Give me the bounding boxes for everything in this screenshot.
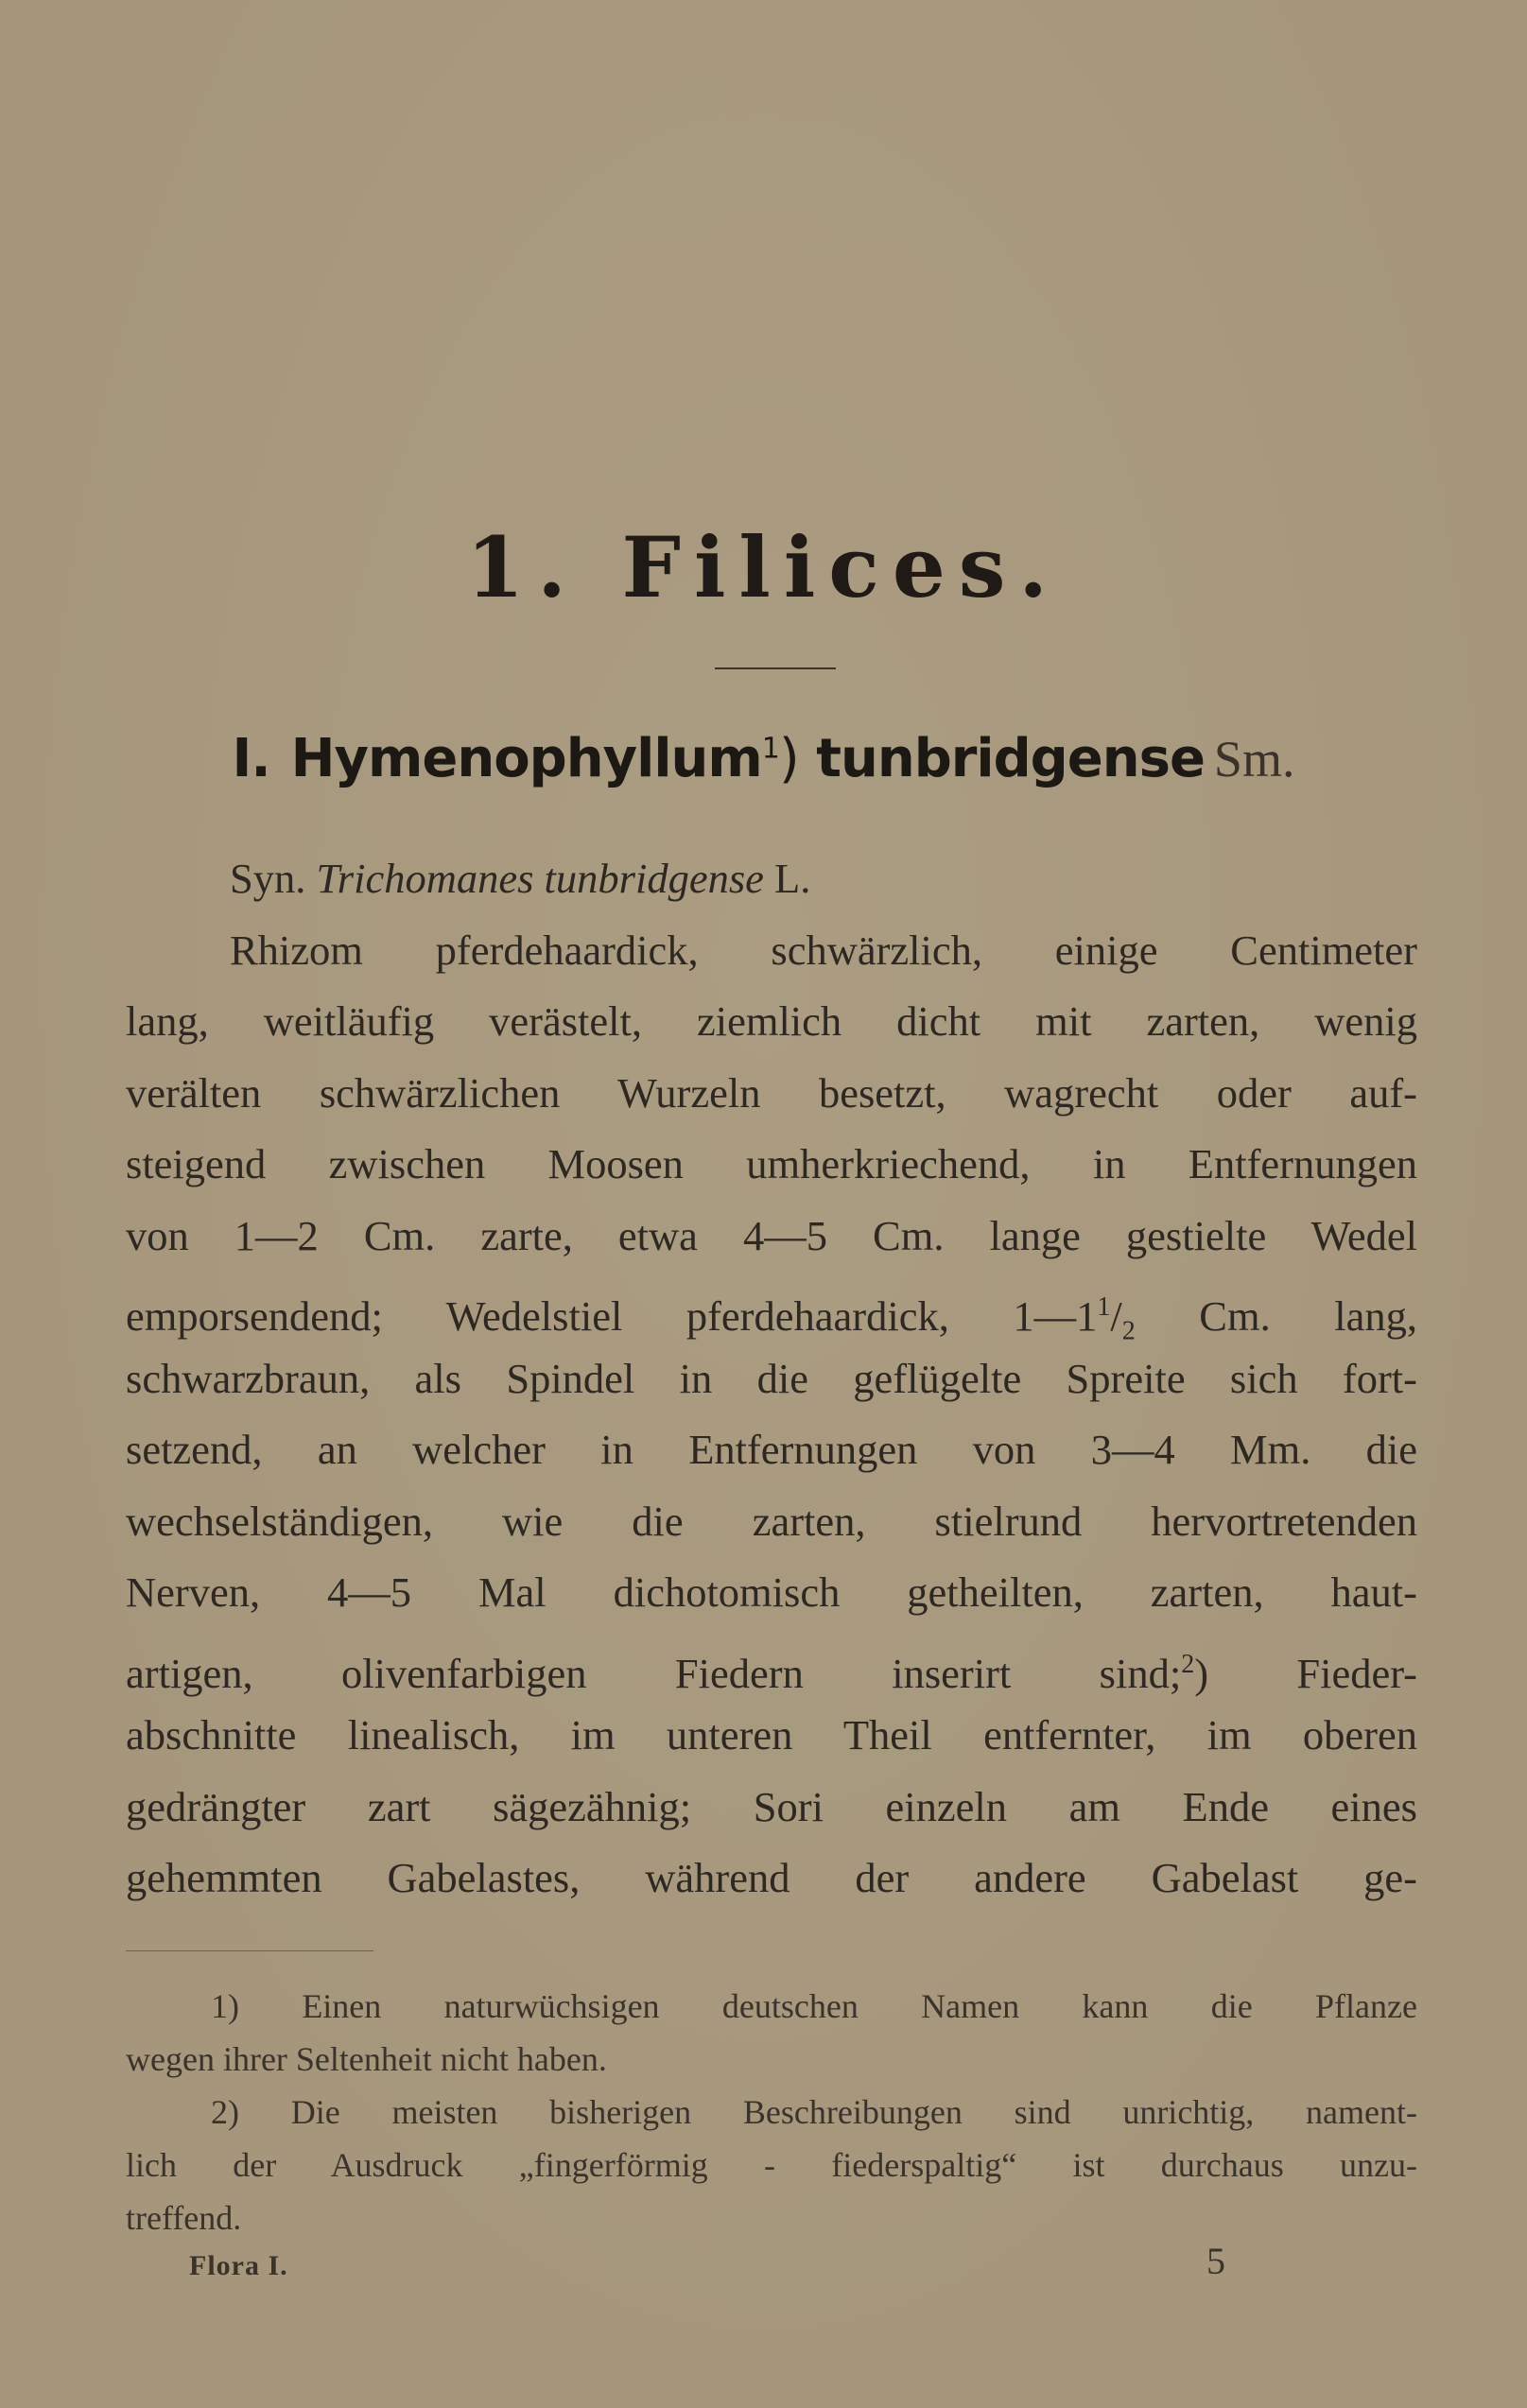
text-line-part: ) Fieder- [1194, 1649, 1417, 1697]
text-line: Nerven, 4—5 Mal dichotomisch getheilten, zarten, haut- [126, 1568, 1417, 1616]
text-line-part: emporsendend; Wedelstiel pferdehaardick, 1—1 [126, 1291, 1098, 1340]
footnotes [126, 1980, 1417, 2244]
footnote-2-line: lich der Ausdruck „fingerförmig - fiederspaltig“ ist durchaus unzu- [126, 2146, 1417, 2184]
footnote-divider [126, 1950, 373, 1951]
text-line: gedrängter zart sägezähnig; Sori einzeln am Ende eines [126, 1782, 1417, 1830]
footnote-ref-2: 2 [1181, 1649, 1195, 1679]
species-number: I. [232, 728, 270, 789]
footnote-1-line: 1) Einen naturwüchsigen deutschen Namen kann die Pflanze [211, 1987, 1417, 2025]
species-paren: ) [778, 728, 799, 789]
text-line: lang, weitläufig verästelt, ziemlich dicht mit zarten, wenig [126, 997, 1417, 1045]
species-heading [0, 728, 1527, 789]
footnote-2-line: 2) Die meisten bisherigen Beschreibungen sind unrichtig, nament- [211, 2093, 1417, 2131]
text-line: abschnitte linealisch, im unteren Theil entfernter, im oberen [126, 1711, 1417, 1758]
text-line: gehemmten Gabelastes, während der andere Gabelast ge- [126, 1854, 1417, 1901]
fraction-numerator: 1 [1097, 1292, 1111, 1322]
text-line: von 1—2 Cm. zarte, etwa 4—5 Cm. lange gestielte Wedel [126, 1211, 1417, 1259]
text-line: steigend zwischen Moosen umherkriechend, in Entfernungen [126, 1140, 1417, 1187]
footnote-ref-1: 1 [761, 732, 779, 766]
sheet-signature: Flora I. [189, 2250, 288, 2281]
species-genus-name: Hymenophyllum [290, 728, 762, 789]
synonym-name: Trichomanes tunbridgense [316, 855, 764, 902]
text-line: Rhizom pferdehaardick, schwärzlich, einige Centimeter [230, 926, 1417, 974]
species-description [126, 843, 1417, 1914]
synonym-prefix: Syn. [230, 855, 306, 902]
footnote-2-line: treffend. [126, 2199, 242, 2237]
synonym-line [126, 843, 1417, 915]
text-line: schwarzbraun, als Spindel in die geflügelte Spreite sich fort- [126, 1354, 1417, 1402]
page-number: 5 [1206, 2240, 1225, 2282]
species-author: Sm. [1213, 731, 1295, 788]
species-genus [291, 728, 1205, 789]
text-line-fnref [126, 1629, 1417, 1701]
footnote-1-line: wegen ihrer Seltenheit nicht haben. [126, 2040, 607, 2078]
chapter-title: 1. Filices. [465, 518, 1062, 616]
text-line: verälten schwärzlichen Wurzeln besetzt, wagrecht oder auf- [126, 1068, 1417, 1117]
text-line: wechselständigen, wie die zarten, stielrund hervortretenden [126, 1497, 1417, 1545]
title-divider [715, 667, 836, 669]
text-line-fraction: emporsendend; Wedelstiel pferdehaardick, $1—1^1/_2$ Cm. lang, [126, 1291, 1417, 1346]
text-line-part: artigen, olivenfarbigen Fiedern inserirt sind; [126, 1649, 1182, 1697]
fraction-denominator: 2 [1121, 1316, 1136, 1346]
text-line-part: Cm. lang, [1199, 1291, 1417, 1340]
species-epithet: tunbridgense [816, 728, 1205, 789]
text-line: setzend, an welcher in Entfernungen von 3—4 Mm. die [126, 1426, 1417, 1473]
synonym-author: L. [774, 855, 811, 902]
